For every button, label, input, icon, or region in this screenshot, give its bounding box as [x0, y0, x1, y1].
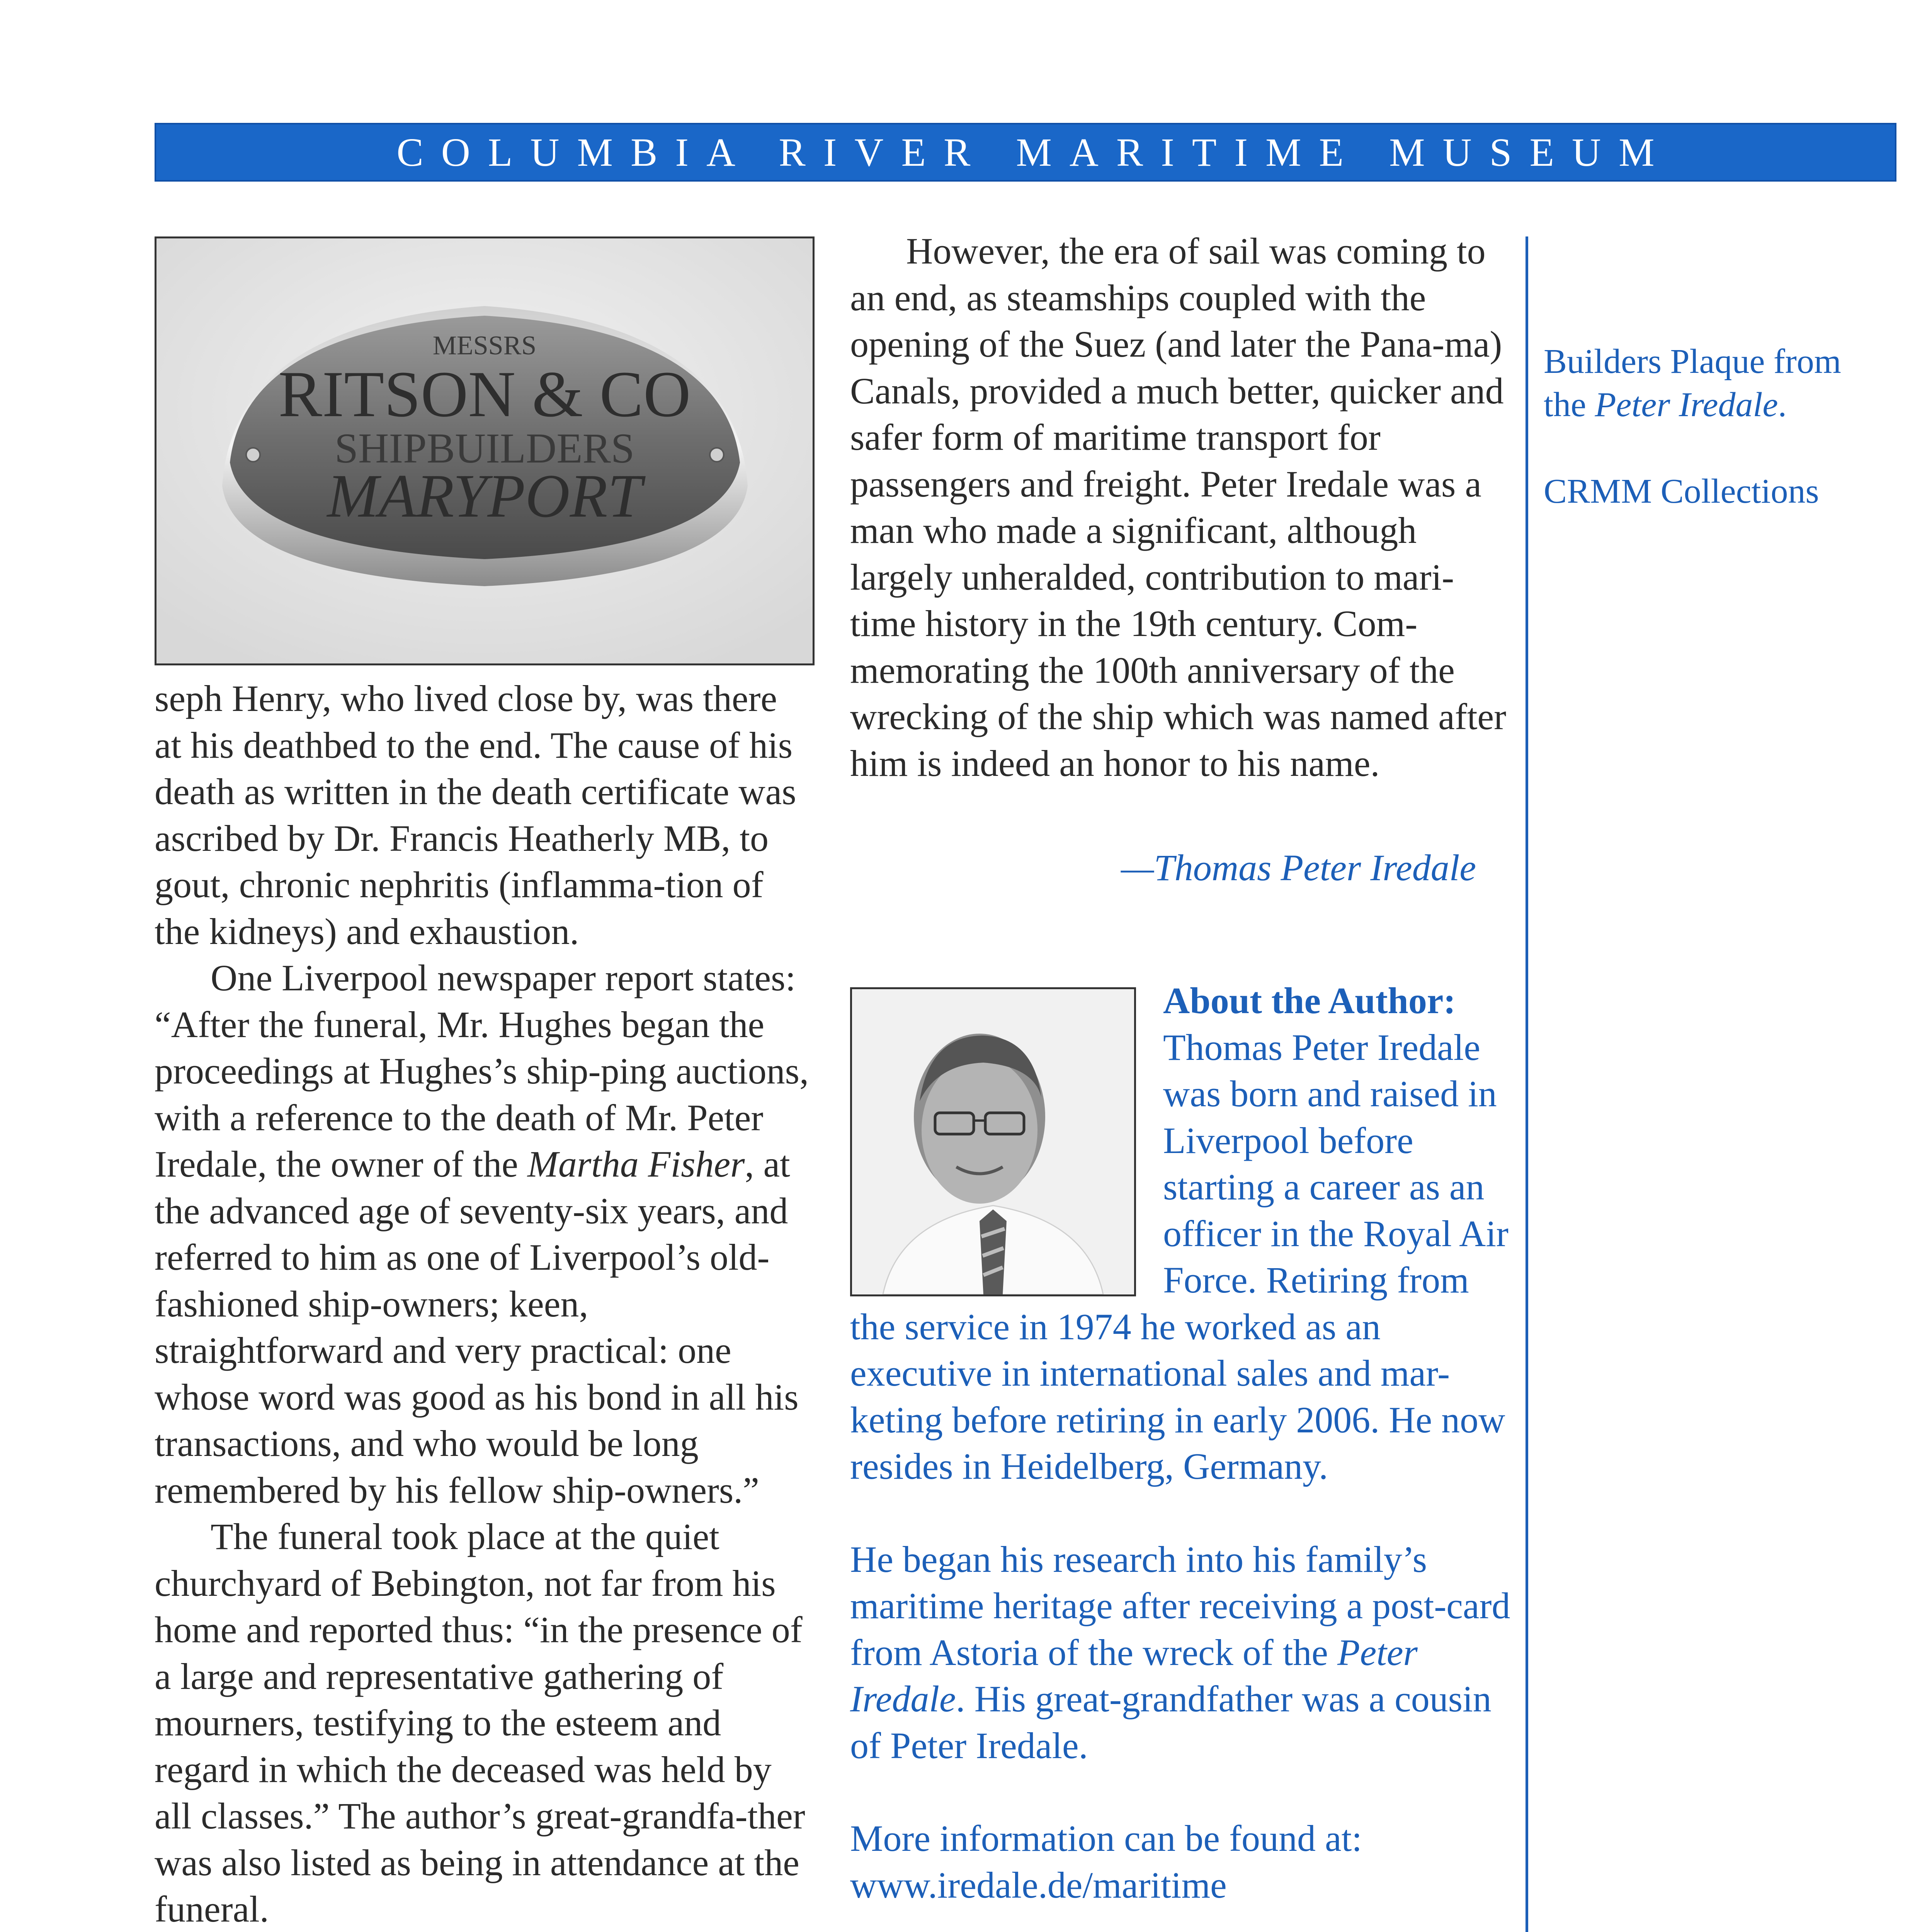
paragraph-era-of-sail: However, the era of sail was coming to an end, as steamships coupled with the opening of the Suez (and later the Pana-ma) Canals, provided a much better, quicker and safer form of maritime transport for passengers and freight. Peter Iredale was a man who made a significant, although largely unheralded, contribution to mari-time history in the 19th century. Com-memorating the 100th anniversary of the wrecking of the ship which was named after him is indeed an honor to his name.	[850, 230, 1507, 784]
about-author-heading: About the Author:	[1163, 980, 1456, 1021]
left-article-column	[155, 675, 811, 1932]
plaque-illustration	[156, 238, 813, 663]
paragraph-deathbed: seph Henry, who lived close by, was there at his deathbed to the end. The cause of his death as written in the death certificate was ascribed by Dr. Francis Heatherly MB, to gout, chronic nephritis (inflamma-tion of the kidneys) and exhaustion.	[155, 678, 796, 952]
masthead-title: COLUMBIA RIVER MARITIME MUSEUM	[396, 130, 1672, 175]
caption-period: .	[1778, 386, 1787, 424]
ship-name-martha-fisher: Martha Fisher	[527, 1143, 745, 1185]
paragraph-newspaper-start: One Liverpool newspaper report states: “After the funeral, Mr. Hughes began the proceedings at Hughes’s ship-ping auctions, with a reference to the death of Mr. Peter Iredale, the owner of the	[155, 957, 809, 1185]
plaque-line-3: SHIPBUILDERS	[334, 425, 635, 472]
research-paragraph	[850, 1536, 1519, 1769]
plaque-line-1: MESSRS	[432, 331, 537, 361]
plaque-line-2: RITSON & CO	[278, 358, 691, 430]
photo-float-spacer	[850, 978, 1163, 1302]
paragraph-funeral: The funeral took place at the quiet churchyard of Bebington, not far from his home and reported thus: “in the presence of a large and representative gathering of mourners, testifying to the esteem and regard in which the deceased was held by all classes.” The author’s great-grandfa-ther was also listed as being in attendance at the funeral.	[155, 1516, 805, 1930]
website-link[interactable]: www.iredale.de/maritime	[850, 1864, 1227, 1906]
plaque-line-4: MARYPORT	[327, 461, 642, 530]
column-divider	[1526, 236, 1528, 1932]
paragraph-newspaper	[155, 955, 811, 1514]
paragraph-gap	[850, 1769, 1519, 1815]
caption-title	[1544, 340, 1876, 427]
about-the-author	[850, 978, 1519, 1908]
caption-ship-name: Peter Iredale	[1595, 386, 1778, 424]
research-end: . His great-grandfather was a cousin of Peter Iredale.	[850, 1678, 1492, 1766]
masthead-banner	[155, 123, 1896, 182]
photo-caption	[1544, 340, 1876, 513]
paragraph-newspaper-end: , at the advanced age of seventy-six years, and referred to him as one of Liverpool’s old-fashioned ship-owners; keen, straightforward and very practical: one whose word was good as his bond in all his transactions, and who would be long remembered by his fellow ship-owners.”	[155, 1143, 799, 1511]
middle-article-column	[850, 228, 1515, 787]
ship-name-peter-iredale: Peter Iredale	[850, 1631, 1418, 1719]
caption-text: Builders Plaque from the	[1544, 342, 1841, 424]
more-info: More information can be found at:	[850, 1818, 1362, 1859]
author-signature: —Thomas Peter Iredale	[1121, 847, 1476, 888]
paragraph-gap	[850, 1490, 1519, 1536]
author-bio: Thomas Peter Iredale was born and raised in Liverpool before starting a career as an officer in the Royal Air Force. Retiring from the service in 1974 he worked as an executive in international sales and mar-keting before retiring in early 2006. He now resides in Heidelberg, Germany.	[850, 1026, 1509, 1487]
research-start: He began his research into his family’s maritime heritage after receiving a post-card from Astoria of the wreck of the	[850, 1538, 1510, 1673]
caption-credit: CRMM Collections	[1544, 472, 1819, 510]
builders-plaque-photo	[155, 236, 815, 665]
